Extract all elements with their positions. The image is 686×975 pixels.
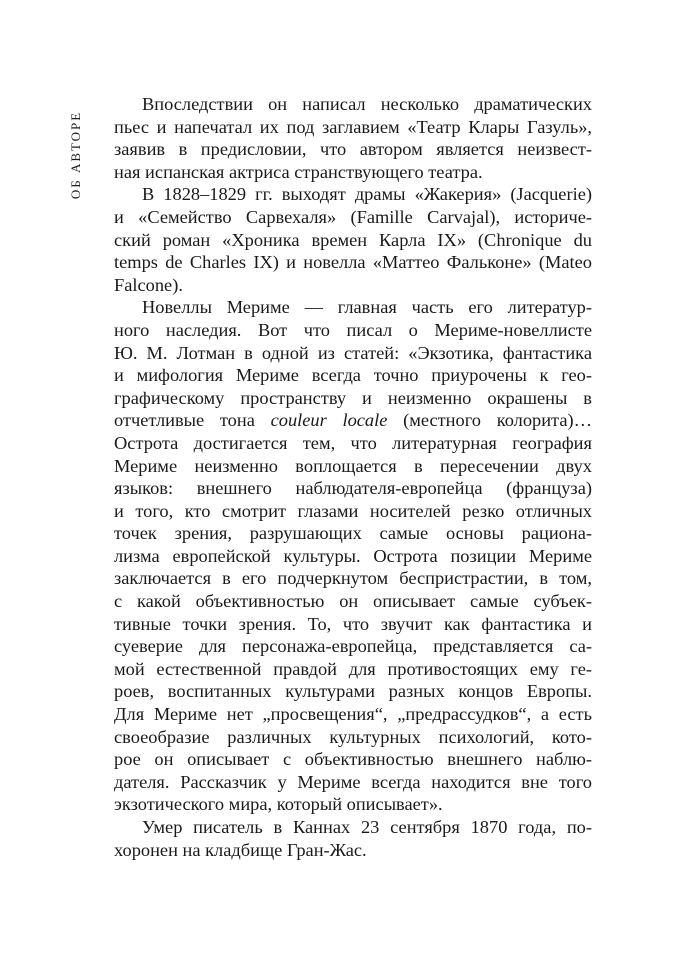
text-line: и того, кто смотрит глазами носителей резко отличных [114, 500, 592, 521]
text-line: языков: внешнего наблюдателя-европейца (француза) [114, 478, 592, 499]
text-line: мой естественной правдой для противостоящих ему ге- [114, 658, 592, 679]
text-line: Впоследствии он написал несколько драматических [142, 94, 592, 114]
text-line: и «Семейство Сарвехаля» (Famille Carvajal), историче- [114, 206, 592, 227]
running-head [64, 96, 88, 214]
text-line: заключается в его подчеркнутом беспристрастии, в том, [114, 568, 592, 589]
text-line: хоронен на кладбище Гран-Жас. [114, 839, 367, 860]
text-line: роев, воспитанных культурами разных концов Европы. [114, 681, 592, 702]
text-line: ский роман «Хроника времен Карла IX» (Chronique du [114, 229, 592, 250]
running-head-text: ОБ АВТОРЕ [68, 110, 84, 200]
text-line: точек зрения, разрушающих самые основы рациона- [114, 523, 592, 544]
text-line-with-italic: отчетливые тона couleur locale (местного колорита)… [114, 410, 592, 431]
paragraph [114, 93, 592, 183]
body-text [114, 93, 592, 861]
text-line: Новеллы Мериме — главная часть его литератур- [142, 297, 592, 318]
text-line: пьес и напечатал их под заглавием «Театр Клары Газуль», [114, 116, 592, 137]
text-line: ного наследия. Вот что писал о Мериме-новеллисте [114, 319, 592, 340]
text-line: своеобразие различных культурных психологий, кото- [114, 726, 592, 747]
text-line: суеверие для персонажа-европейца, представляется са- [114, 636, 592, 657]
text-line: temps de Charles IX) и новелла «Маттео Фальконе» (Mateo [114, 252, 592, 273]
text-line: Острота достигается тем, что литературная география [114, 432, 592, 453]
text-line: лизма европейской культуры. Острота позиции Мериме [114, 545, 592, 566]
text-line: Ю. М. Лотман в одной из статей: «Экзотика, фантастика [114, 342, 592, 363]
text-line: с какой объективностью он описывает самые субъек- [114, 591, 592, 612]
text-line: В 1828–1829 гг. выходят драмы «Жакерия» (Jacquerie) [142, 184, 592, 205]
paragraph [114, 816, 592, 861]
text-line: Мериме неизменно воплощается в пересечении двух [114, 455, 592, 476]
text-line: Умер писатель в Каннах 23 сентября 1870 года, по- [142, 817, 592, 837]
text-line: тивные точки зрения. То, что звучит как фантастика и [114, 613, 592, 634]
text-line: графическому пространству и неизменно окрашены в [114, 387, 592, 408]
italic-phrase: couleur locale [270, 410, 388, 431]
text-line: и мифология Мериме всегда точно приурочены к гео- [114, 365, 592, 386]
text-line: Для Мериме нет „просвещения“, „предрассудков“, а есть [114, 704, 592, 725]
text-line: экзотического мира, который описывает». [114, 794, 443, 815]
text-line: дателя. Рассказчик у Мериме всегда находится вне того [114, 771, 592, 792]
paragraph [114, 183, 592, 296]
text-line: заявив в предисловии, что автором является неизвест- [114, 139, 592, 160]
text-line: Falcone). [114, 274, 183, 295]
text-line: ная испанская актриса странствующего театра. [114, 161, 483, 182]
paragraph [114, 296, 592, 816]
text-line: рое он описывает с объективностью внешнего наблю- [114, 749, 592, 770]
